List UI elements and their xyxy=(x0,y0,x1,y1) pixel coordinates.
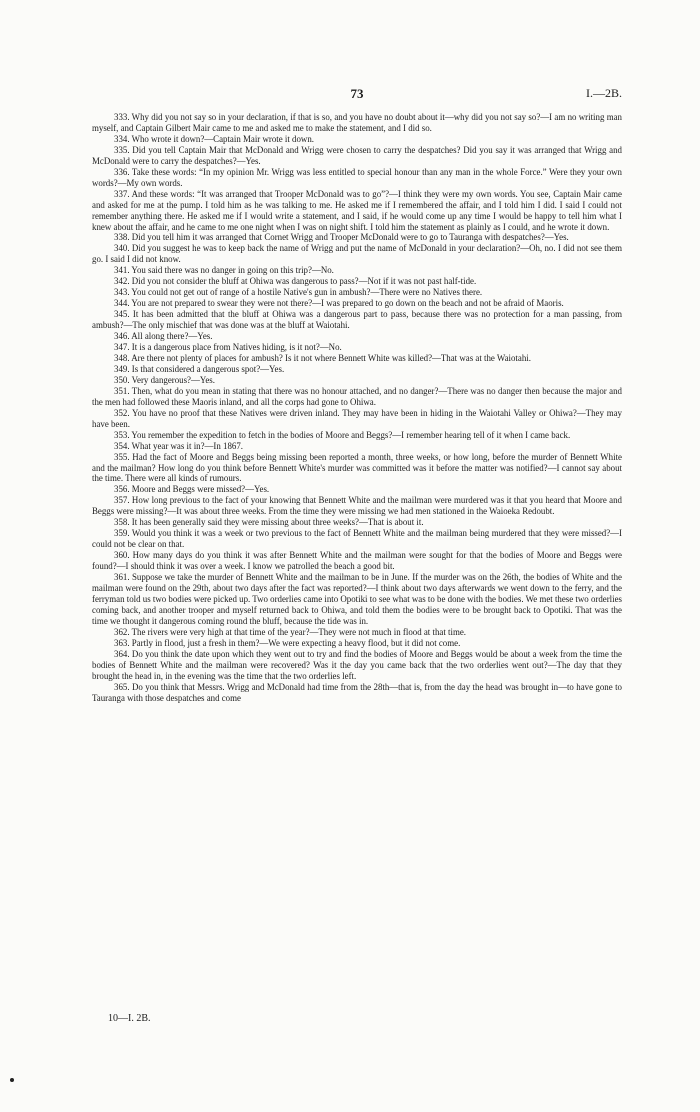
page-signature: 10—I. 2B. xyxy=(108,1013,151,1024)
question-answer-paragraph: 359. Would you think it was a week or two previous to the fact of Bennett White and the mailman being murdered that they were missed?—I could not be clear on that. xyxy=(92,528,622,550)
question-answer-paragraph: 350. Very dangerous?—Yes. xyxy=(114,374,215,385)
question-answer-paragraph: 362. The rivers were very high at that time of the year?—They were not much in flood at that time. xyxy=(114,626,467,637)
page-number: 73 xyxy=(350,86,364,101)
question-answer-paragraph: 363. Partly in flood, just a fresh in them?—We were expecting a heavy flood, but it did not come. xyxy=(114,637,461,648)
question-answer-paragraph: 342. Did you not consider the bluff at Ohiwa was dangerous to pass?—Not if it was not past half-tide. xyxy=(114,276,477,287)
question-answer-paragraph: 344. You are not prepared to swear they were not there?—I was prepared to go down on the beach and not be afraid of Maoris. xyxy=(114,298,564,309)
question-answer-paragraph: 355. Had the fact of Moore and Beggs being missing been reported a month, three weeks, or how long, before the murder of Bennett White and the mailman? How long do you think before Bennett White's murder was committed was it before the matter was notified?—I cannot say about the time. There were all kinds of rumours. xyxy=(92,451,622,484)
question-answer-paragraph: 334. Who wrote it down?—Captain Mair wrote it down. xyxy=(114,133,314,144)
question-answer-paragraph: 336. Take these words: “In my opinion Mr. Wrigg was less entitled to special honour than any man in the whole Force.” Were they your own words?—My own words. xyxy=(92,166,622,188)
question-answer-paragraph: 346. All along there?—Yes. xyxy=(114,331,213,342)
question-answer-paragraph: 352. You have no proof that these Natives were driven inland. They may have been in hiding in the Waiotahi Valley or Ohiwa?—They may have been. xyxy=(92,407,622,429)
question-answer-paragraph: 351. Then, what do you mean in stating that there was no honour attached, and no danger?—There was no danger then because the major and the men had followed these Maoris inland, and all the corps had gone to Ohiwa. xyxy=(92,385,622,407)
margin-mark xyxy=(10,1078,14,1082)
body-text xyxy=(92,112,622,703)
question-answer-paragraph: 333. Why did you not say so in your declaration, if that is so, and you have no doubt about it—why did you not say so?—I am no writing man myself, and Captain Gilbert Mair came to me and asked me to make the statement, and I did so. xyxy=(92,112,622,133)
question-answer-paragraph: 345. It has been admitted that the bluff at Ohiwa was a dangerous part to pass, because there was no protection for a man passing, from ambush?—The only mischief that was done was at the bluff at Waiotahi. xyxy=(92,309,622,331)
question-answer-paragraph: 347. It is a dangerous place from Natives hiding, is it not?—No. xyxy=(114,342,342,353)
question-answer-paragraph: 356. Moore and Beggs were missed?—Yes. xyxy=(114,484,270,495)
question-answer-paragraph: 349. Is that considered a dangerous spot?—Yes. xyxy=(114,363,285,374)
question-answer-paragraph: 348. Are there not plenty of places for ambush? Is it not where Bennett White was killed?—That was at the Waiotahi. xyxy=(114,352,531,363)
question-answer-paragraph: 341. You said there was no danger in going on this trip?—No. xyxy=(114,265,334,276)
question-answer-paragraph: 343. You could not get out of range of a hostile Native's gun in ambush?—There were no Natives there. xyxy=(114,287,483,298)
question-answer-paragraph: 358. It has been generally said they were missing about three weeks?—That is about it. xyxy=(114,517,424,528)
question-answer-paragraph: 360. How many days do you think it was after Bennett White and the mailman were sought for that the bodies of Moore and Beggs were found?—I should think it was over a week. I know we patrolled the beach a good bit. xyxy=(92,550,622,572)
page-header xyxy=(92,86,622,102)
question-answer-paragraph: 357. How long previous to the fact of your knowing that Bennett White and the mailman were murdered was it that you heard that Moore and Beggs were missing?—It was about three weeks. From the time they were missing we had men stationed in the Waioeka Redoubt. xyxy=(92,495,622,517)
question-answer-paragraph: 364. Do you think the date upon which they went out to try and find the bodies of Moore and Beggs would be about a week from the time the bodies of Bennett White and the mailman were recovered? Was it the day you came back that the two orderlies went out?—The day that they brought the head in, in the evening was the time that the two orderlies left. xyxy=(92,648,622,681)
question-answer-paragraph: 365. Do you think that Messrs. Wrigg and McDonald had time from the 28th—that is, from the day the head was brought in—to have gone to Tauranga with those despatches and come xyxy=(92,681,622,703)
question-answer-paragraph: 361. Suppose we take the murder of Bennett White and the mailman to be in June. If the murder was on the 26th, the bodies of White and the mailman were found on the 29th, about two days after the fact was reported?—I think about two days afterwards we went down to the ferry, and the ferryman told us two bodies were picked up. Two orderlies came into Opotiki to see what was to be done with the bodies. We met these two orderlies coming back, and another trooper and myself returned back to Ohiwa, and told them the bodies were to be brought back to Opotiki. That was the time we thought it dangerous coming round the bluff, because the tide was in. xyxy=(92,572,622,626)
question-answer-paragraph: 340. Did you suggest he was to keep back the name of Wrigg and put the name of McDonald in your declaration?—Oh, no. I did not see them go. I said I did not know. xyxy=(92,243,622,265)
document-reference: I.—2B. xyxy=(586,86,622,100)
question-answer-paragraph: 338. Did you tell him it was arranged that Cornet Wrigg and Trooper McDonald were to go to Tauranga with despatches?—Yes. xyxy=(114,232,569,243)
question-answer-paragraph: 353. You remember the expedition to fetch in the bodies of Moore and Beggs?—I remember hearing tell of it when I came back. xyxy=(114,429,571,440)
question-answer-paragraph: 335. Did you tell Captain Mair that McDonald and Wrigg were chosen to carry the despatches? Did you say it was arranged that Wrigg and McDonald were to carry the despatches?—Yes. xyxy=(92,144,622,166)
question-answer-paragraph: 337. And these words: “It was arranged that Trooper McDonald was to go”?—I think they were my own words. You see, Captain Mair came and asked for me at the pump. I told him as he was talking to me. He asked me if I remembered the affair, and I told him I did. I said I could not remember anything there. He asked me if I would write a statement, and I said, if he would come up any time I would be happy to tell him what I knew about the affair, and he came to me one night when I was on night shift. I told him the statement as plainly as I could, and he wrote it down. xyxy=(92,188,622,232)
question-answer-paragraph: 354. What year was it in?—In 1867. xyxy=(114,440,243,451)
